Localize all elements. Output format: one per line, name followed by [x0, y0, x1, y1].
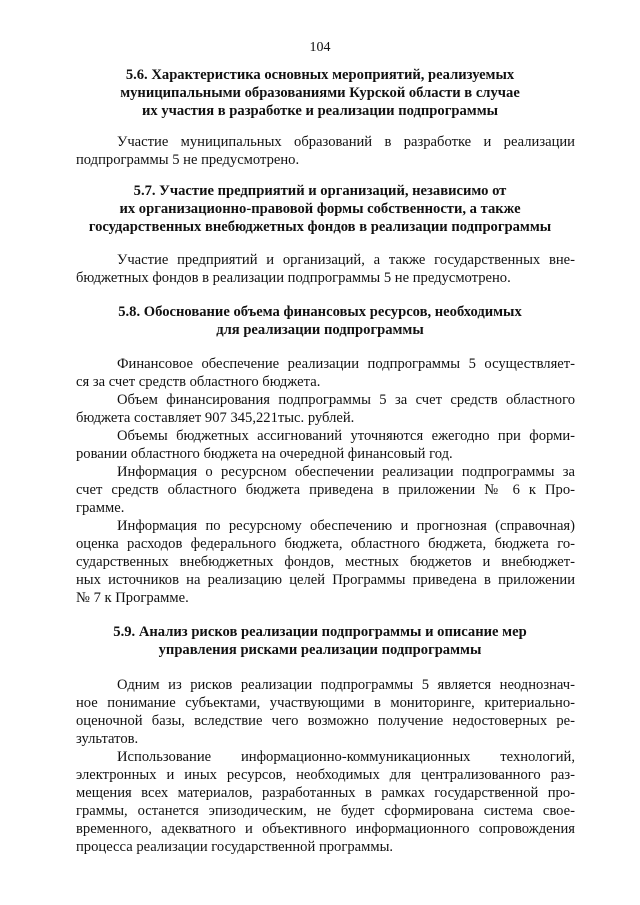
paragraph-line: ных источников на реализацию целей Программы приведена в приложении [76, 572, 575, 588]
section-heading-5-8-line-2: для реализации подпрограммы [216, 322, 424, 338]
section-heading-5-6-line-2: муниципальными образованиями Курской области в случае [120, 85, 520, 101]
section-heading-5-6-line-1: 5.6. Характеристика основных мероприятий, реализуемых [125, 67, 515, 83]
paragraph-line: бюджетных фондов в реализации подпрограммы 5 не предусмотрено. [76, 270, 511, 286]
section-heading-5-7-line-2: их организационно-правовой формы собственности, а также [119, 201, 521, 217]
section-heading-5-7-line-3: государственных внебюджетных фондов в реализации подпрограммы [88, 219, 552, 235]
section-heading-5-6-line-3: их участия в разработке и реализации подпрограммы [141, 103, 499, 119]
paragraph-line: оценочной базы, вследствие чего возможно получение недостоверных ре- [76, 713, 575, 729]
paragraph-line: Участие предприятий и организаций, а также государственных вне- [117, 252, 575, 268]
paragraph-line: сударственных внебюджетных фондов, местных бюджетов и внебюджет- [76, 554, 575, 570]
page-number: 104 [309, 40, 331, 55]
paragraph-line: зультатов. [76, 731, 139, 747]
paragraph-line: временного, адекватного и объективного информационного сопровождения [76, 821, 575, 837]
paragraph-line: Информация по ресурсному обеспечению и прогнозная (справочная) [117, 518, 575, 534]
section-heading-5-7-line-1: 5.7. Участие предприятий и организаций, независимо от [133, 183, 507, 199]
paragraph-line: подпрограммы 5 не предусмотрено. [76, 152, 300, 168]
section-heading-5-9-line-1: 5.9. Анализ рисков реализации подпрограммы и описание мер [113, 624, 527, 640]
paragraph-line: Одним из рисков реализации подпрограммы 5 является неоднознач- [117, 677, 575, 693]
paragraph-line: счет средств областного бюджета приведена в приложении № 6 к Про- [76, 482, 575, 498]
paragraph-line: Информация о ресурсном обеспечении реализации подпрограммы за [117, 464, 575, 480]
paragraph-line: Участие муниципальных образований в разработке и реализации [117, 134, 575, 150]
paragraph-line: Использование информационно-коммуникационных технологий, [117, 749, 575, 765]
paragraph-line: электронных и иных ресурсов, необходимых для централизованного раз- [76, 767, 575, 783]
paragraph-line: граммы, останется эпизодическим, не будет сформирована система свое- [76, 803, 575, 819]
paragraph-line: Объем финансирования подпрограммы 5 за счет средств областного [117, 392, 575, 408]
section-heading-5-8-line-1: 5.8. Обоснование объема финансовых ресурсов, необходимых [118, 304, 522, 320]
section-heading-5-9-line-2: управления рисками реализации подпрограммы [158, 642, 482, 658]
paragraph-line: грамме. [76, 500, 125, 516]
paragraph-line: ровании областного бюджета на очередной финансовый год. [76, 446, 453, 462]
paragraph-line: № 7 к Программе. [76, 590, 189, 606]
paragraph-line: ся за счет средств областного бюджета. [76, 374, 321, 390]
paragraph-line: Объемы бюджетных ассигнований уточняются ежегодно при форми- [117, 428, 575, 444]
paragraph-line: Финансовое обеспечение реализации подпрограммы 5 осуществляет- [117, 356, 575, 372]
paragraph-line: ное понимание субъектами, участвующими в мониторинге, критериально- [76, 695, 575, 711]
paragraph-line: бюджета составляет 907 345,221тыс. рублей. [76, 410, 355, 426]
paragraph-line: процесса реализации государственной программы. [76, 839, 394, 855]
paragraph-line: оценка расходов федерального бюджета, областного бюджета, бюджета го- [76, 536, 575, 552]
paragraph-line: мещения всех материалов, разработанных в рамках государственной про- [76, 785, 575, 801]
